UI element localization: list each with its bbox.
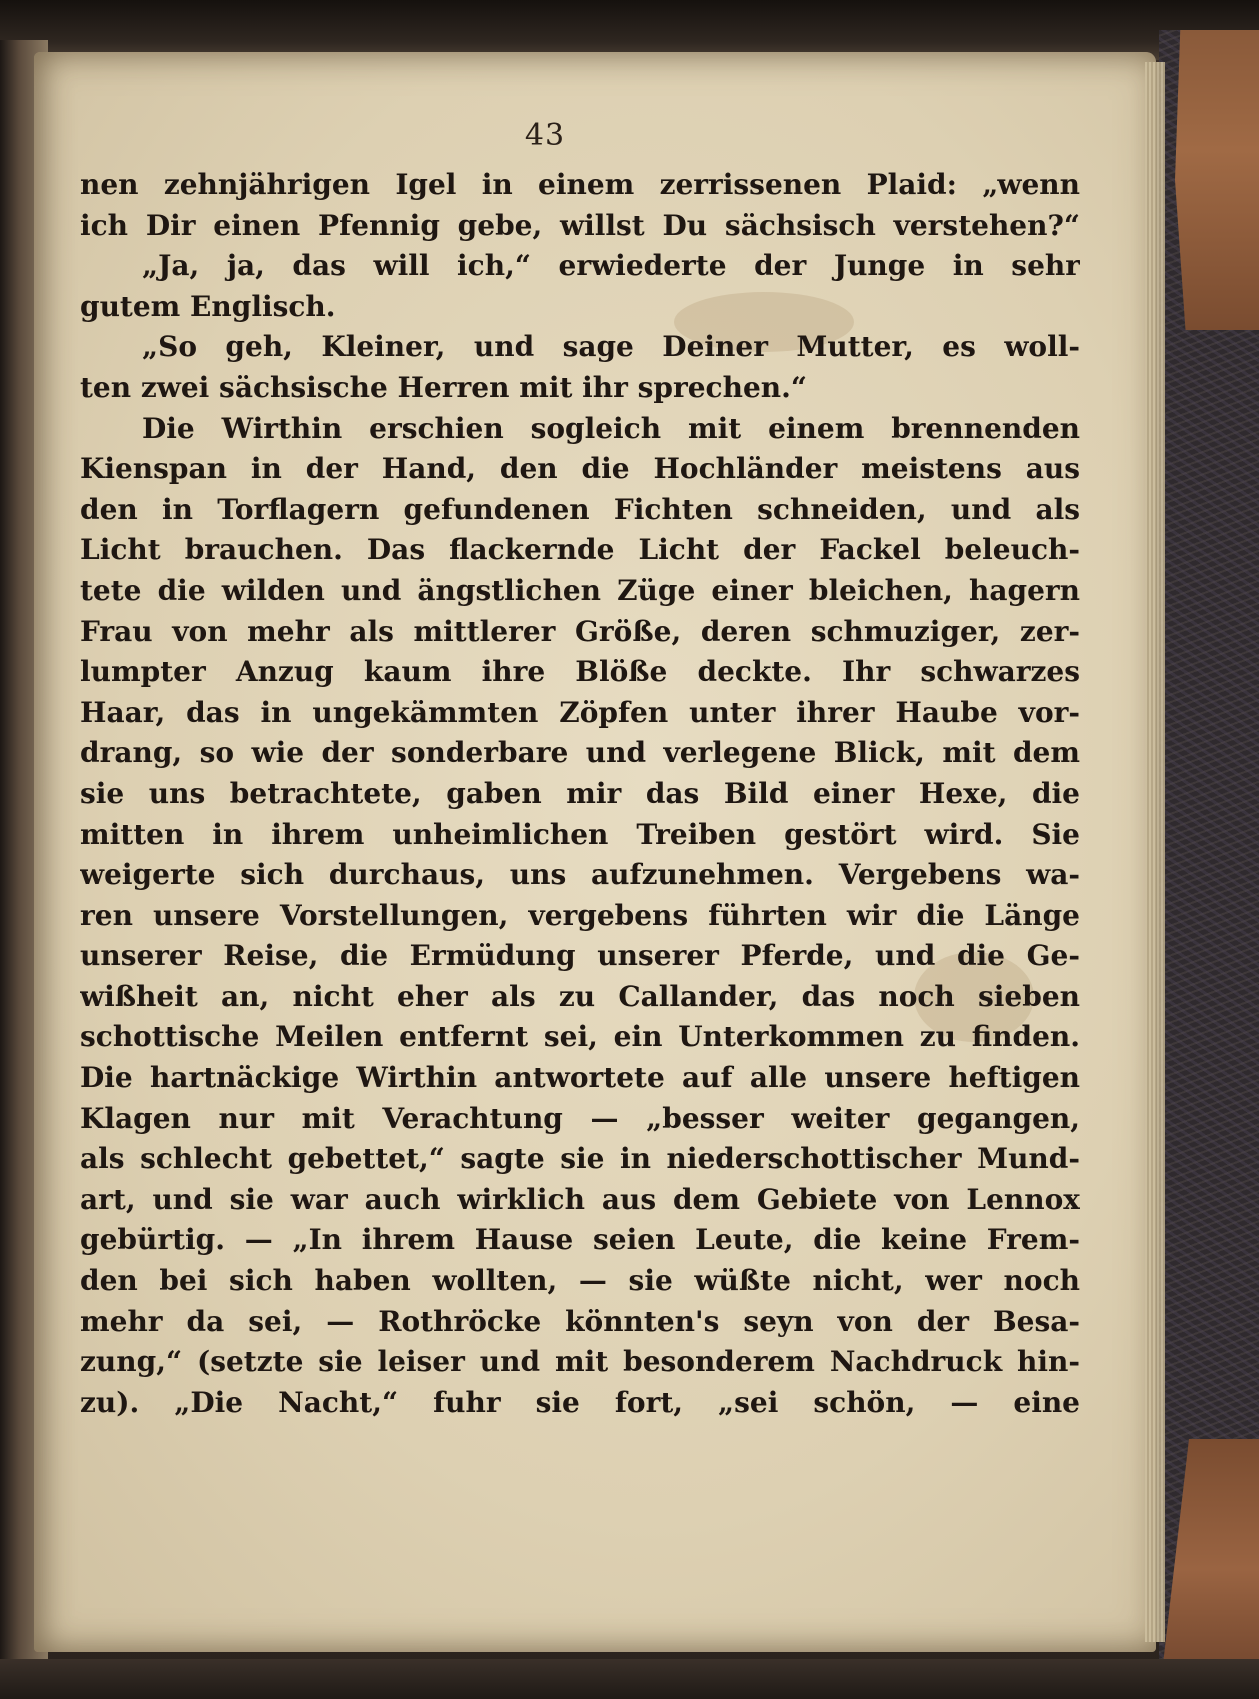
text-line: sie uns betrachtete, gaben mir das Bild einer Hexe, die <box>80 776 1080 810</box>
text-line: mitten in ihrem unheimlichen Treiben gestört wird. Sie <box>80 817 1080 851</box>
text-line: den in Torflagern gefundenen Fichten schneiden, und als <box>80 492 1080 526</box>
text-line: Die hartnäckige Wirthin antwortete auf alle unsere heftigen <box>80 1061 1080 1095</box>
scan-background-top <box>0 0 1259 60</box>
text-line: „Ja, ja, das will ich,“ erwiederte der Junge in sehr <box>142 249 1080 283</box>
text-line: gutem Englisch. <box>80 289 336 323</box>
text-line: zu). „Die Nacht,“ fuhr sie fort, „sei schön, — eine <box>80 1385 1080 1419</box>
text-line: nen zehnjährigen Igel in einem zerrissenen Plaid: „wenn <box>80 168 1080 201</box>
text-line: art, und sie war auch wirklich aus dem Gebiete von Lennox <box>80 1182 1080 1216</box>
text-line: wißheit an, nicht eher als zu Callander, das noch sieben <box>80 979 1080 1013</box>
text-line: Frau von mehr als mittlerer Größe, deren schmuziger, zer- <box>80 614 1080 648</box>
text-line: zung,“ (setzte sie leiser und mit besonderem Nachdruck hin- <box>80 1345 1080 1379</box>
text-line: tete die wilden und ängstlichen Züge einer bleichen, hagern <box>80 573 1080 607</box>
text-line: als schlecht gebettet,“ sagte sie in niederschottischer Mund- <box>80 1142 1080 1176</box>
text-line: lumpter Anzug kaum ihre Blöße deckte. Ihr schwarzes <box>80 655 1080 689</box>
text-line: ich Dir einen Pfennig gebe, willst Du sächsisch verstehen?“ <box>80 208 1080 242</box>
text-line: Kienspan in der Hand, den die Hochländer meistens aus <box>80 452 1080 486</box>
text-line: Haar, das in ungekämmten Zöpfen unter ihrer Haube vor- <box>80 695 1080 729</box>
text-line: mehr da sei, — Rothröcke könnten's seyn von der Besa- <box>80 1304 1080 1338</box>
page-number: 43 <box>524 118 566 153</box>
text-line: Licht brauchen. Das flackernde Licht der Fackel beleuch- <box>80 533 1080 567</box>
page-text <box>80 165 1080 1423</box>
text-line: Klagen nur mit Verachtung — „besser weiter gegangen, <box>80 1101 1080 1135</box>
text-line: gebürtig. — „In ihrem Hause seien Leute, die keine Frem- <box>80 1223 1080 1257</box>
page-edges <box>1145 62 1165 1642</box>
text-line: unserer Reise, die Ermüdung unserer Pferde, und die Ge- <box>80 939 1080 973</box>
text-line: drang, so wie der sonderbare und verlegene Blick, mit dem <box>80 736 1080 770</box>
text-line: schottische Meilen entfernt sei, ein Unterkommen zu finden. <box>80 1020 1080 1054</box>
text-line: den bei sich haben wollten, — sie wüßte nicht, wer noch <box>80 1264 1080 1298</box>
text-line: ten zwei sächsische Herren mit ihr sprechen.“ <box>80 370 807 404</box>
text-line: weigerte sich durchaus, uns aufzunehmen. Vergebens wa- <box>80 858 1080 892</box>
scan-background-bottom <box>0 1659 1259 1699</box>
text-line: Die Wirthin erschien sogleich mit einem brennenden <box>142 411 1080 445</box>
text-line: ren unsere Vorstellungen, vergebens führten wir die Länge <box>80 898 1080 932</box>
text-line: „So geh, Kleiner, und sage Deiner Mutter, es woll- <box>142 330 1080 364</box>
